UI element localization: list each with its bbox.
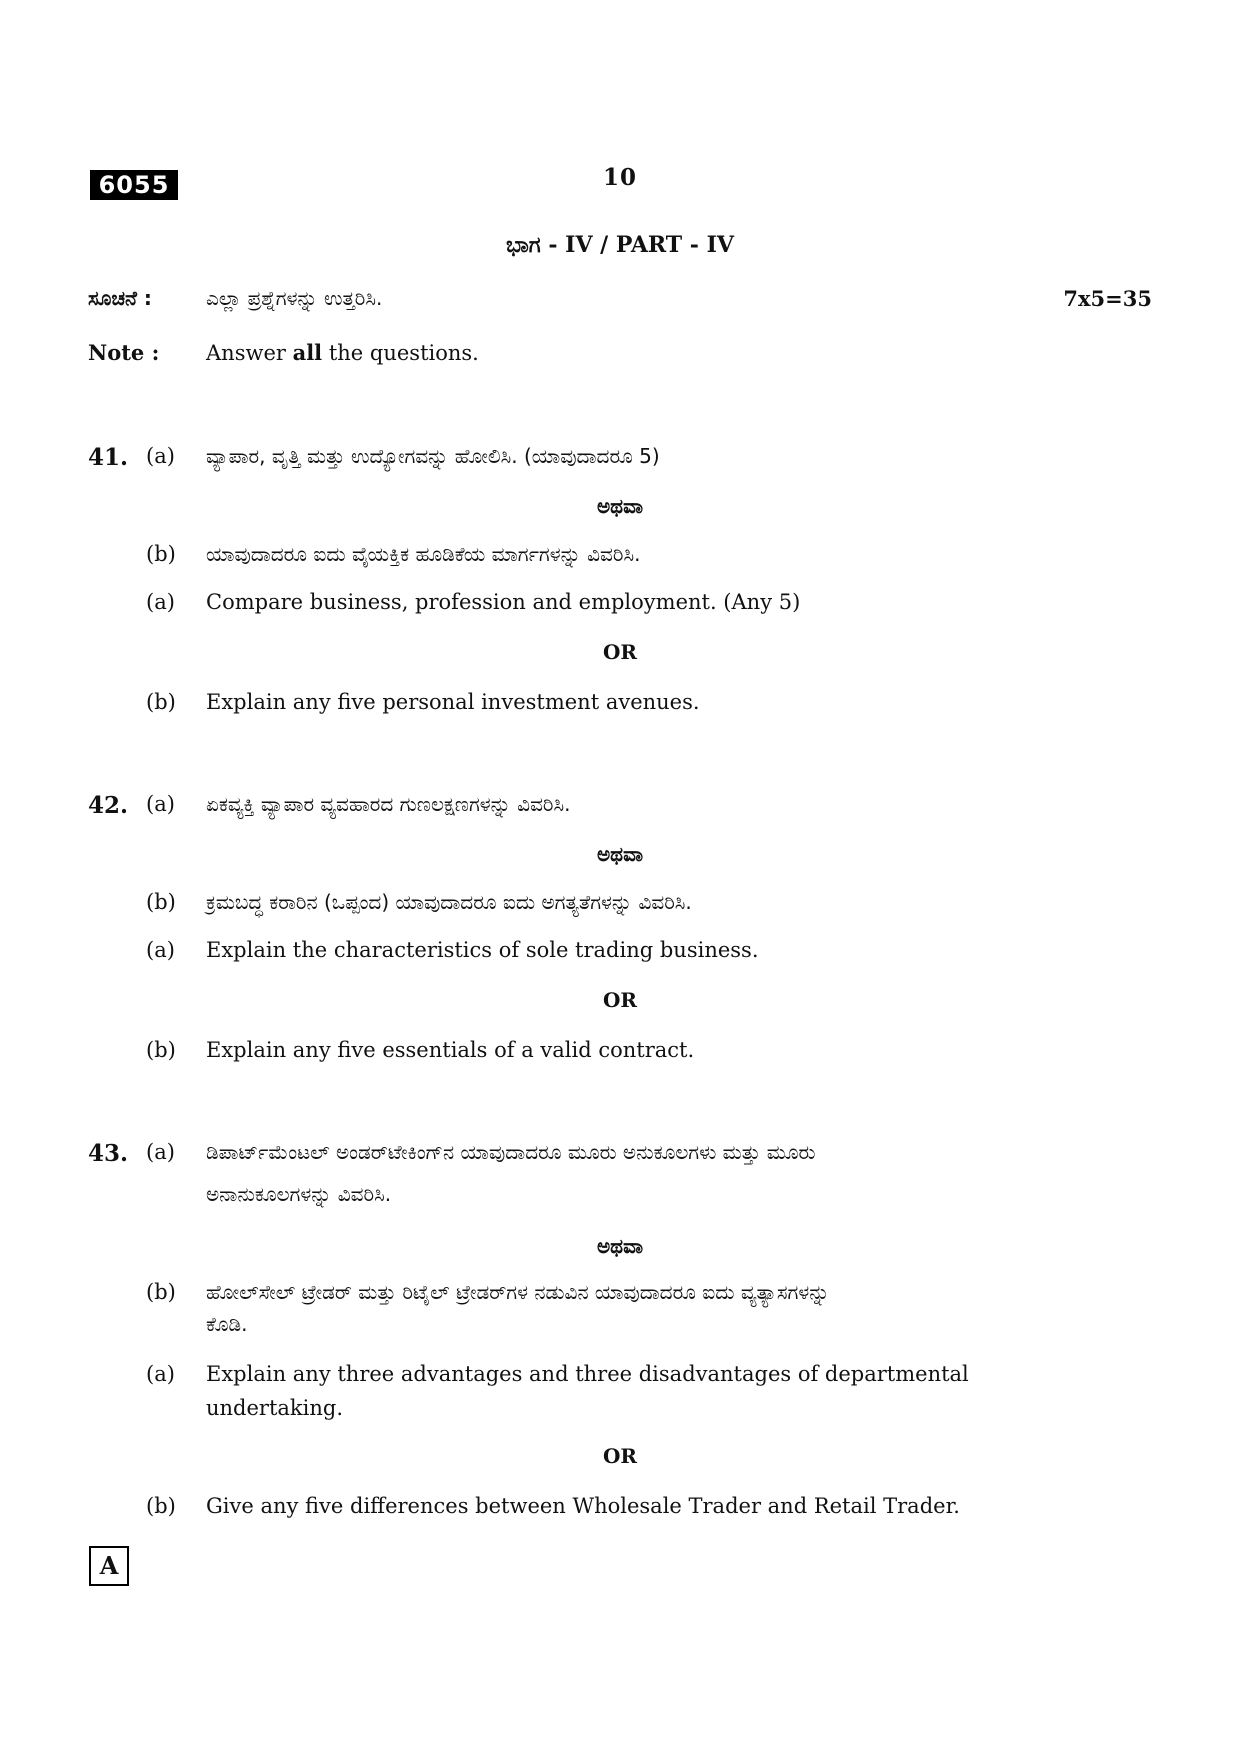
sub-label-b: (b): [146, 542, 176, 566]
question-kn-b-line1: ಹೋಲ್‌ಸೇಲ್ ಟ್ರೇಡರ್ ಮತ್ತು ರಿಟೈಲ್ ಟ್ರೇಡರ್‌ಗಳ ನಡುವಿನ ಯಾವುದಾದರೂ ಐದು ವ್ಯತ್ಯಾಸಗಳನ್ನು: [206, 1280, 830, 1304]
question-number: 43.: [88, 1140, 129, 1167]
version-box: A: [89, 1546, 129, 1586]
question-kn-a: ವ್ಯಾಪಾರ, ವೃತ್ತಿ ಮತ್ತು ಉದ್ಯೋಗವನ್ನು ಹೋಲಿಸಿ. (ಯಾವುದಾದರೂ 5): [206, 444, 660, 468]
paper-code-badge: 6055: [90, 170, 178, 200]
sub-label-a: (a): [146, 444, 175, 468]
kn-or-separator: ಅಥವಾ: [597, 842, 643, 866]
sub-label-b: (b): [146, 690, 176, 714]
instruction-kn-text: ಎಲ್ಲಾ ಪ್ರಶ್ನೆಗಳನ್ನು ಉತ್ತರಿಸಿ.: [206, 286, 383, 310]
sub-label-a: (a): [146, 1140, 175, 1164]
question-kn-a-line2: ಅನಾನುಕೂಲಗಳನ್ನು ವಿವರಿಸಿ.: [206, 1182, 392, 1206]
sub-label-b: (b): [146, 1038, 176, 1062]
sub-label-a: (a): [146, 1362, 175, 1386]
sub-label-a: (a): [146, 938, 175, 962]
question-en-a: Compare business, profession and employment. (Any 5): [206, 590, 801, 614]
sub-label-b: (b): [146, 890, 176, 914]
sub-label-b: (b): [146, 1494, 176, 1518]
question-en-a-line2: undertaking.: [206, 1396, 344, 1420]
question-en-a-line1: Explain any three advantages and three disadvantages of departmental: [206, 1362, 969, 1386]
question-kn-b-line2: ಕೊಡಿ.: [206, 1312, 248, 1336]
en-or-separator: OR: [602, 988, 638, 1012]
kn-or-separator: ಅಥವಾ: [597, 1234, 643, 1258]
en-or-separator: OR: [602, 1444, 638, 1468]
kn-or-separator: ಅಥವಾ: [597, 494, 643, 518]
question-en-a: Explain the characteristics of sole trading business.: [206, 938, 759, 962]
sub-label-a: (a): [146, 590, 175, 614]
question-en-b: Explain any five essentials of a valid contract.: [206, 1038, 695, 1062]
question-kn-b: ಯಾವುದಾದರೂ ಐದು ವೈಯಕ್ತಿಕ ಹೂಡಿಕೆಯ ಮಾರ್ಗಗಳನ್ನು ವಿವರಿಸಿ.: [206, 542, 641, 566]
question-number: 42.: [88, 792, 129, 819]
question-kn-a: ಏಕವ್ಯಕ್ತಿ ವ್ಯಾಪಾರ ವ್ಯವಹಾರದ ಗುಣಲಕ್ಷಣಗಳನ್ನು ವಿವರಿಸಿ.: [206, 792, 571, 816]
question-kn-b: ಕ್ರಮಬದ್ಧ ಕರಾರಿನ (ಒಪ್ಪಂದ) ಯಾವುದಾದರೂ ಐದು ಅಗತ್ಯತೆಗಳನ್ನು ವಿವರಿಸಿ.: [206, 890, 692, 914]
sub-label-b: (b): [146, 1280, 176, 1304]
instruction-en-label: Note :: [88, 340, 160, 365]
marks-scheme: 7x5=35: [1063, 286, 1152, 311]
question-number: 41.: [88, 444, 129, 471]
question-en-b: Give any five differences between Wholesale Trader and Retail Trader.: [206, 1494, 960, 1518]
instruction-kn-label: ಸೂಚನೆ :: [88, 286, 152, 310]
part-title: ಭಾಗ - IV / PART - IV: [506, 232, 734, 258]
page-number: 10: [602, 164, 637, 191]
en-or-separator: OR: [602, 640, 638, 664]
sub-label-a: (a): [146, 792, 175, 816]
instruction-en-text: Answer all the questions.: [206, 340, 479, 365]
question-kn-a-line1: ಡಿಪಾರ್ಟ್‌ಮೆಂಟಲ್ ಅಂಡರ್‌ಟೇಕಿಂಗ್‌ನ ಯಾವುದಾದರೂ ಮೂರು ಅನುಕೂಲಗಳು ಮತ್ತು ಮೂರು: [206, 1140, 816, 1164]
question-en-b: Explain any five personal investment avenues.: [206, 690, 700, 714]
